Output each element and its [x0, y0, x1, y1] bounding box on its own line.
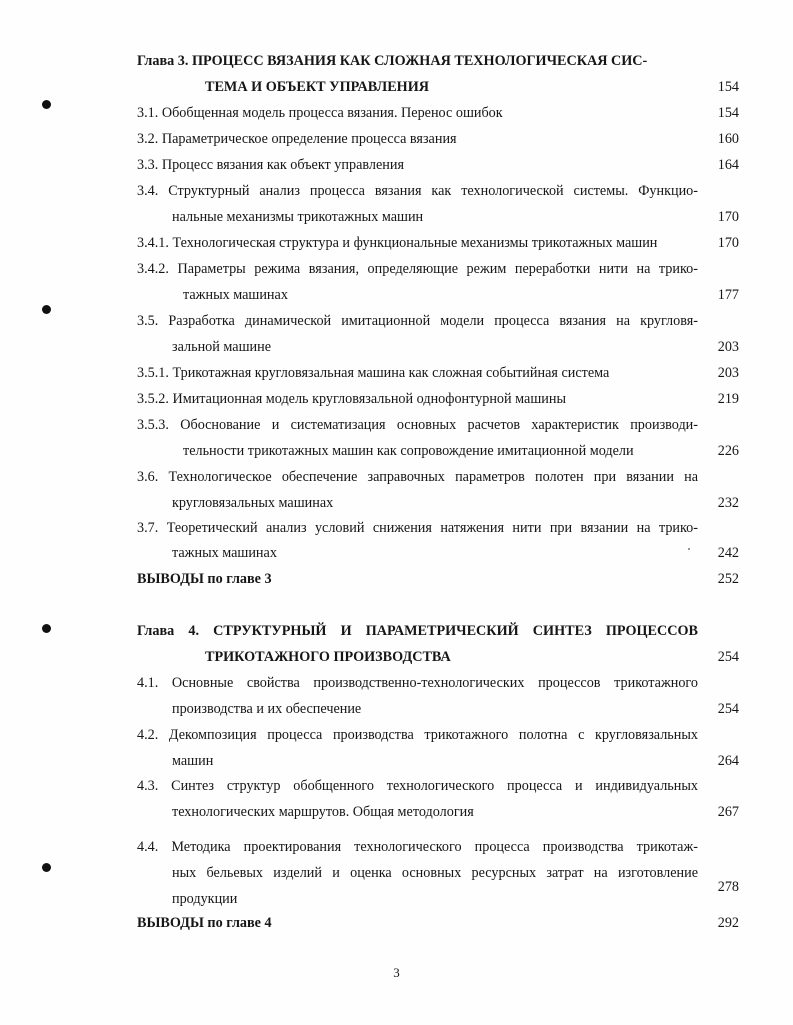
toc-entry-4-4-cont1: ных бельевых изделий и оценка основных ресурсных затрат на изготовление — [172, 865, 698, 881]
toc-entry-4-1: 4.1. Основные свойства производственно-технологических процессов трикотажного — [137, 675, 698, 691]
toc-entry-3-4-2: 3.4.2. Параметры режима вязания, определяющие режим переработки нити на трико- — [137, 261, 698, 277]
toc-entry-3-7-cont: тажных машинах 242 — [172, 545, 739, 561]
chapter3-title-line1: Глава 3. ПРОЦЕСС ВЯЗАНИЯ КАК СЛОЖНАЯ ТЕХНОЛОГИЧЕСКАЯ СИС- — [137, 53, 648, 69]
toc-entry-3-5-1: 3.5.1. Трикотажная кругловязальная машина как сложная событийная система 203 — [137, 365, 739, 381]
chapter4-title-line2: ТРИКОТАЖНОГО ПРОИЗВОДСТВА 254 — [205, 649, 739, 665]
toc-entry-4-3-cont: технологических маршрутов. Общая методология 267 — [172, 804, 739, 820]
toc-entry-3-4-cont: нальные механизмы трикотажных машин 170 — [172, 209, 739, 225]
toc-entry-4-4-cont2: продукции 278 — [172, 879, 739, 907]
chapter3-title-line2: ТЕМА И ОБЪЕКТ УПРАВЛЕНИЯ 154 — [205, 79, 739, 95]
toc-entry-3-6: 3.6. Технологическое обеспечение заправочных параметров полотен при вязании на — [137, 469, 698, 485]
toc-entry-3-1: 3.1. Обобщенная модель процесса вязания. Перенос ошибок 154 — [137, 105, 739, 121]
toc-entry-4-1-cont: производства и их обеспечение 254 — [172, 701, 739, 717]
toc-entry-3-4: 3.4. Структурный анализ процесса вязания как технологической системы. Функцио- — [137, 183, 698, 199]
toc-entry-3-4-1: 3.4.1. Технологическая структура и функциональные механизмы трикотажных машин 170 — [137, 235, 739, 251]
toc-entry-3-5: 3.5. Разработка динамической имитационной модели процесса вязания на кругловя- — [137, 313, 698, 329]
page-number: 3 — [393, 965, 400, 980]
chapter4-conclusion: ВЫВОДЫ по главе 4 292 — [137, 915, 739, 931]
toc-entry-3-5-3: 3.5.3. Обоснование и систематизация основных расчетов характеристик производи- — [137, 417, 698, 433]
toc-entry-3-3: 3.3. Процесс вязания как объект управления 164 — [137, 157, 739, 173]
toc-entry-3-5-3-cont: тельности трикотажных машин как сопровождение имитационной модели 226 — [183, 443, 739, 459]
toc-entry-4-4: 4.4. Методика проектирования технологического процесса производства трикотаж- — [137, 839, 698, 855]
toc-entry-3-7: 3.7. Теоретический анализ условий снижения натяжения нити при вязании на трико- — [137, 520, 698, 536]
chapter3-conclusion: ВЫВОДЫ по главе 3 252 — [137, 571, 739, 587]
toc-entry-3-5-cont: зальной машине 203 — [172, 339, 739, 355]
toc-entry-3-6-cont: кругловязальных машинах 232 — [172, 495, 739, 511]
toc-entry-3-5-2: 3.5.2. Имитационная модель кругловязальной однофонтурной машины 219 — [137, 391, 739, 407]
toc-entry-4-2-cont: машин 264 — [172, 753, 739, 769]
toc-entry-3-4-2-cont: тажных машинах 177 — [183, 287, 739, 303]
toc-entry-3-2: 3.2. Параметрическое определение процесса вязания 160 — [137, 131, 739, 147]
toc-entry-4-3: 4.3. Синтез структур обобщенного технологического процесса и индивидуальных — [137, 778, 698, 794]
toc-entry-4-2: 4.2. Декомпозиция процесса производства трикотажного полотна с кругловязальных — [137, 727, 698, 743]
chapter4-title-line1: Глава 4. СТРУКТУРНЫЙ И ПАРАМЕТРИЧЕСКИЙ СИНТЕЗ ПРОЦЕССОВ — [137, 623, 698, 639]
